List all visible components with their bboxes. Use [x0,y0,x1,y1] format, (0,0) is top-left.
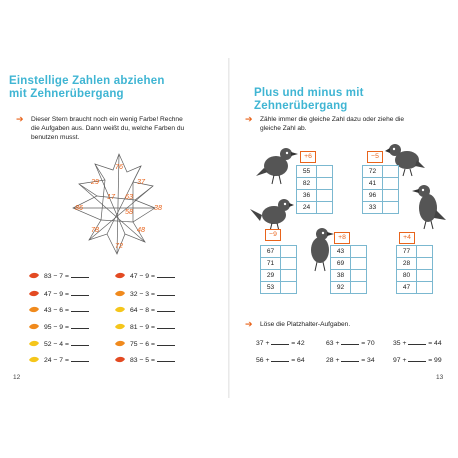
page-number-left: 12 [13,374,21,381]
star-number-11: 72 [115,241,123,250]
placeholder-instruction: Löse die Platzhalter-Aufgaben. [260,321,351,328]
leaf-icon [114,306,126,313]
right-title: Plus und minus mit Zehnerübergang [254,87,364,112]
crow-illustration [250,195,294,233]
answer-cell[interactable] [417,270,433,282]
table-cell: 72 [363,166,383,178]
leaf-icon [114,323,126,330]
table-cell: 96 [363,190,383,202]
star-number-3: 37 [137,177,145,186]
placeholder-task: 37 + = 42 [256,340,305,347]
answer-cell[interactable] [317,178,333,190]
number-table [330,245,367,294]
table-cell: 43 [331,246,351,258]
answer-cell[interactable] [351,258,367,270]
left-title: Einstellige Zahlen abziehen mit Zehnerübergang [9,75,165,100]
star-number-10: 48 [137,225,145,234]
answer-cell[interactable] [417,246,433,258]
answer-cell[interactable] [281,282,297,294]
table-cell: 28 [397,258,417,270]
table-cell: 92 [331,282,351,294]
answer-cell[interactable] [383,178,399,190]
leaf-icon [28,340,40,347]
task: 75 − 6 = [130,339,175,348]
table-cell: 53 [261,282,281,294]
table-cell: 67 [261,246,281,258]
number-table [362,165,399,214]
task: 64 − 8 = [130,305,175,314]
answer-cell[interactable] [281,246,297,258]
answer-cell[interactable] [417,258,433,270]
star-number-4: 17 [107,192,115,201]
placeholder-task: 35 + = 44 [393,340,442,347]
task: 81 − 9 = [130,322,175,331]
table-cell: 29 [261,270,281,282]
table-cell: 24 [297,202,317,214]
table-cell: 77 [397,246,417,258]
task: 32 − 3 = [130,289,175,298]
answer-cell[interactable] [417,282,433,294]
leaf-icon [114,356,126,363]
star-number-5: 63 [125,192,133,201]
task: 47 − 9 = [44,289,89,298]
table-cell: 71 [261,258,281,270]
left-instruction: Dieser Stern braucht noch ein wenig Farbe! Rechne die Aufgaben aus. Dann weißt du, welche Farben du benutzen musst. [31,116,185,142]
table-cell: 80 [397,270,417,282]
task: 95 − 9 = [44,322,89,331]
table-cell: 47 [397,282,417,294]
operator-tag: −9 [265,229,281,241]
arrow-icon: ➔ [245,114,253,124]
leaf-icon [28,356,40,363]
table-cell: 36 [297,190,317,202]
leaf-icon [114,340,126,347]
star-puzzle [55,148,185,260]
operator-tag: +4 [399,232,415,244]
answer-cell[interactable] [317,202,333,214]
task: 83 − 7 = [44,271,89,280]
answer-cell[interactable] [351,282,367,294]
page-number-right: 13 [436,374,444,381]
answer-cell[interactable] [383,166,399,178]
right-instruction: Zähle immer die gleiche Zahl dazu oder ziehe die gleiche Zahl ab. [260,116,405,133]
star-number-7: 58 [125,207,133,216]
operator-tag: −5 [367,151,383,163]
star-number-8: 38 [154,203,162,212]
placeholder-task: 97 + = 99 [393,357,442,364]
table-cell: 69 [331,258,351,270]
number-table [396,245,433,294]
table-cell: 82 [297,178,317,190]
answer-cell[interactable] [383,202,399,214]
leaf-icon [114,290,126,297]
operator-tag: +8 [334,232,350,244]
arrow-icon: ➔ [245,319,253,329]
task: 24 − 7 = [44,355,89,364]
answer-cell[interactable] [351,270,367,282]
leaf-icon [28,290,40,297]
number-table [296,165,333,214]
star-number-6: 86 [75,203,83,212]
placeholder-task: 56 + = 64 [256,357,305,364]
answer-cell[interactable] [383,190,399,202]
answer-cell[interactable] [351,246,367,258]
table-cell: 55 [297,166,317,178]
placeholder-task: 63 + = 70 [326,340,375,347]
task: 43 − 6 = [44,305,89,314]
leaf-icon [28,323,40,330]
answer-cell[interactable] [317,166,333,178]
leaf-icon [28,306,40,313]
task: 83 − 5 = [130,355,175,364]
answer-cell[interactable] [281,270,297,282]
task: 52 − 4 = [44,339,89,348]
table-cell: 33 [363,202,383,214]
task: 47 − 9 = [130,271,175,280]
crow-illustration [410,180,446,230]
table-cell: 41 [363,178,383,190]
placeholder-task: 28 + = 34 [326,357,375,364]
operator-tag: +6 [300,151,316,163]
star-number-1: 76 [115,162,123,171]
number-table [260,245,297,294]
answer-cell[interactable] [281,258,297,270]
star-number-9: 78 [91,225,99,234]
crow-illustration [256,142,298,186]
answer-cell[interactable] [317,190,333,202]
star-number-2: 29 [91,177,99,186]
book-gutter [228,58,230,398]
leaf-icon [28,272,40,279]
leaf-icon [114,272,126,279]
arrow-icon: ➔ [16,114,24,124]
table-cell: 38 [331,270,351,282]
